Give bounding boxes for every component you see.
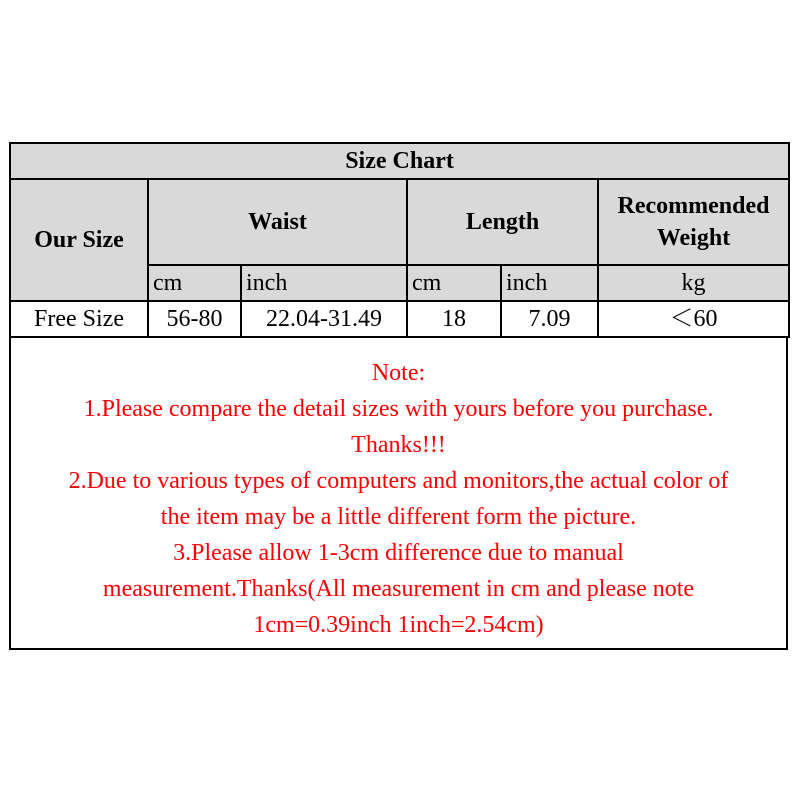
cell-weight: ＜60 xyxy=(598,301,789,337)
unit-weight: kg xyxy=(598,265,789,301)
cell-size: Free Size xyxy=(10,301,148,337)
cell-length-inch: 7.09 xyxy=(501,301,598,337)
unit-length-inch: inch xyxy=(501,265,598,301)
note-line: 3.Please allow 1-3cm difference due to manual xyxy=(173,540,624,566)
header-our-size: Our Size xyxy=(10,179,148,301)
size-chart xyxy=(9,142,788,650)
cell-length-cm: 18 xyxy=(407,301,501,337)
note-line: Note: xyxy=(371,360,426,386)
header-waist: Waist xyxy=(148,179,407,265)
note-line: measurement.Thanks(All measurement in cm and please note xyxy=(102,576,695,602)
unit-waist-inch: inch xyxy=(241,265,407,301)
note-line: 1.Please compare the detail sizes with yours before you purchase. xyxy=(83,396,714,422)
note-line: 2.Due to various types of computers and monitors,the actual color of xyxy=(68,468,729,494)
header-weight-line2: Weight xyxy=(656,225,731,251)
header-recommended-weight xyxy=(598,179,789,265)
note-line: 1cm=0.39inch 1inch=2.54cm) xyxy=(253,612,544,638)
unit-length-cm: cm xyxy=(407,265,501,301)
table-row xyxy=(10,301,789,337)
note-box xyxy=(9,338,788,650)
unit-waist-cm: cm xyxy=(148,265,241,301)
header-weight-line1: Recommended xyxy=(617,193,770,219)
note-line: Thanks!!! xyxy=(351,432,446,458)
cell-waist-cm: 56-80 xyxy=(148,301,241,337)
size-table xyxy=(9,142,790,338)
header-length: Length xyxy=(407,179,598,265)
cell-waist-inch: 22.04-31.49 xyxy=(241,301,407,337)
table-title: Size Chart xyxy=(10,143,789,179)
note-line: the item may be a little different form the picture. xyxy=(160,504,637,530)
